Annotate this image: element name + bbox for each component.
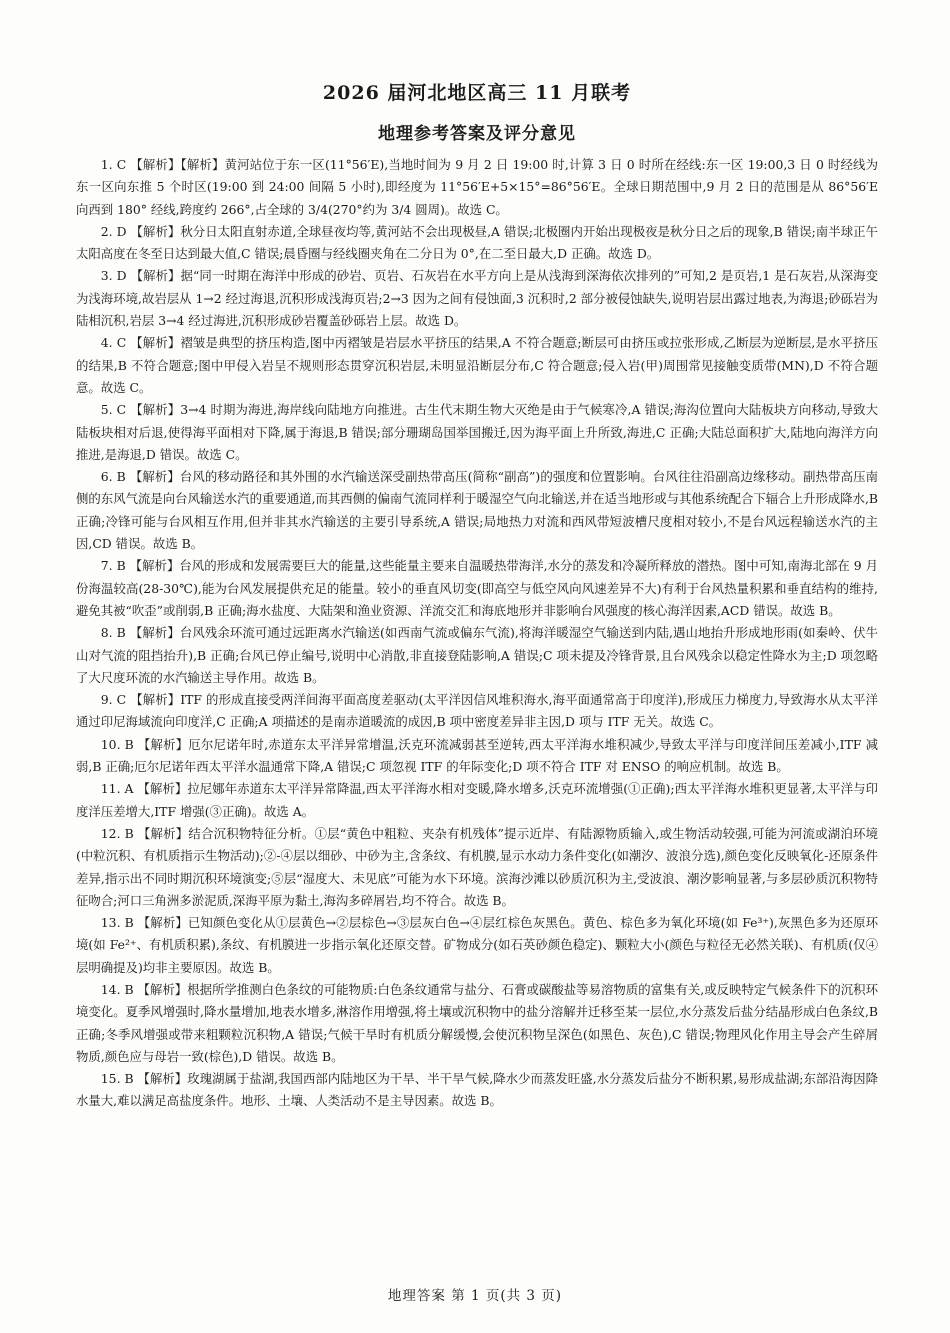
answer-item-13: 13. B 【解析】已知颜色变化从①层黄色→②层棕色→③层灰白色→④层红棕色灰黑色。黄色、棕色多为氧化环境(如 Fe³⁺),灰黑色多为还原环境(如 Fe²⁺、有机质积累),条纹、有机膜进一步指示氧化还原交替。矿物成分(如石英砂颜色稳定)、颗粒大小(颜色与粒径无必然关联)、有机质(仅④层明确提及)均非主要原因。故选 B。 xyxy=(76,915,878,975)
answer-item-2: 2. D 【解析】秋分日太阳直射赤道,全球昼夜均等,黄河站不会出现极昼,A 错误;北极圈内开始出现极夜是秋分日之后的现象,B 错误;南半球正午太阳高度在冬至日达到最大值,C 错误;晨昏圈与经线圈夹角在二分日为 0°,在二至日最大,D 正确。故选 D。 xyxy=(76,223,878,262)
answer-item-15: 15. B 【解析】玫瑰湖属于盐湖,我国西部内陆地区为干旱、半干旱气候,降水少而蒸发旺盛,水分蒸发后盐分不断积累,易形成盐湖;东部沿海因降水量大,难以满足高盐度条件。地形、土壤、人类活动不是主导因素。故选 B。 xyxy=(76,1071,878,1109)
answer-item-7: 7. B 【解析】台风的形成和发展需要巨大的能量,这些能量主要来自温暖热带海洋,水分的蒸发和冷凝所释放的潜热。图中可知,南海北部在 9 月份海温较高(28-30℃),能为台风发展提供充足的能量。较小的垂直风切变(即高空与低空风向风速差异不大)有利于台风热量积累和垂直结构的维持,避免其被“吹歪”或削弱,B 正确;海水盐度、大陆架和渔业资源、洋流交汇和海底地形并非影响台风强度的核心海洋因素,ACD 错误。故选 B。 xyxy=(76,558,878,618)
answer-list xyxy=(76,154,878,1113)
answer-item-6: 6. B 【解析】台风的移动路径和其外围的水汽输送深受副热带高压(简称“副高”)的强度和位置影响。台风往往沿副高边缘移动。副热带高压南侧的东风气流是向台风输送水汽的重要通道,而其西侧的偏南气流同样利于暖湿空气向北输送,并在适当地形或与其他系统配合下辐合上升形成降水,B 正确;冷锋可能与台风相互作用,但并非其水汽输送的主要引导系统,A 错误;局地热力对流和西风带短波槽尺度相对较小,不是台风远程输送水汽的主因,CD 错误。故选 B。 xyxy=(76,469,878,552)
answer-item-4: 4. C 【解析】褶皱是典型的挤压构造,图中丙褶皱是岩层水平挤压的结果,A 不符合题意;断层可由挤压或拉张形成,乙断层为逆断层,是水平挤压的结果,B 不符合题意;图中甲侵入岩呈不规则形态贯穿沉积岩层,未明显沿断层分布,C 符合题意;侵入岩(甲)周围常见接触变质带(MN),D 不符合题意。故选 C。 xyxy=(76,335,878,395)
page-title: 2026 届河北地区高三 11 月联考 xyxy=(322,82,632,104)
answer-item-3: 3. D 【解析】据“同一时期在海洋中形成的砂岩、页岩、石灰岩在水平方向上是从浅海到深海依次排列的”可知,2 是页岩,1 是石灰岩,从深海变为浅海环境,故岩层从 1→2 经过海退,沉积形成浅海页岩;2→3 因为之间有侵蚀面,3 沉积时,2 部分被侵蚀缺失,说明岩层出露过地表,为海退;砂砾岩为陆相沉积,岩层 3→4 经过海进,沉积形成砂岩覆盖砂砾岩上层。故选 D。 xyxy=(76,268,878,329)
answer-item-14: 14. B 【解析】根据所学推测白色条纹的可能物质:白色条纹通常与盐分、石膏或碳酸盐等易溶物质的富集有关,或反映特定气候条件下的沉积环境变化。夏季风增强时,降水量增加,地表水增多,淋溶作用增强,将土壤或沉积物中的盐分溶解并迁移至某一层位,水分蒸发后盐分结晶形成白色条纹,B 正确;冬季风增强或带来粗颗粒沉积物,A 错误;气候干旱时有机质分解缓慢,会使沉积物呈深色(如黑色、灰色),C 错误;物理风化作用主导会产生碎屑物质,颜色应与母岩一致(棕色),D 错误。故选 B。 xyxy=(76,981,878,1064)
answer-item-1: 1. C 【解析】【解析】黄河站位于东一区(11°56′E),当地时间为 9 月 2 日 19:00 时,计算 3 日 0 时所在经线:东一区 19:00,3 日 0 时经线为东一区向东推 5 个时区(19:00 到 24:00 间隔 5 小时),即经度为 11°56′E+5×15°=86°56′E。全球日期范围中,9 月 2 日的范围是从 86°56′E 向西到 180° 经线,跨度约 266°,占全球的 3/4(270°约为 3/4 圆周)。故选 C。 xyxy=(76,157,878,217)
answer-item-11: 11. A 【解析】拉尼娜年赤道东太平洋异常降温,西太平洋海水相对变暖,降水增多,沃克环流增强(①正确);西太平洋海水堆积更显著,太平洋与印度洋压差增大,ITF 增强(③正确)。故选 A。 xyxy=(76,781,878,819)
answer-item-10: 10. B 【解析】厄尔尼诺年时,赤道东太平洋异常增温,沃克环流减弱甚至逆转,西太平洋海水堆积减少,导致太平洋与印度洋间压差减小,ITF 减弱,B 正确;厄尔尼诺年西太平洋水温通常下降,A 错误;C 项忽视 ITF 的年际变化;D 项不符合 ITF 对 ENSO 的响应机制。故选 B。 xyxy=(76,736,878,775)
page-footer: 地理答案 第 1 页(共 3 页) xyxy=(387,1288,563,1304)
answer-item-5: 5. C 【解析】3→4 时期为海进,海岸线向陆地方向推进。古生代末期生物大灭绝是由于气候寒冷,A 错误;海沟位置向大陆板块方向移动,导致大陆板块相对后退,使得海平面相对下降,属于海退,B 错误;部分珊瑚岛国举国搬迁,因为海平面上升所致,海进,C 正确;大陆总面积扩大,陆地向海洋方向推进,是海退,D 错误。故选 C。 xyxy=(76,402,878,462)
answer-item-12: 12. B 【解析】结合沉积物特征分析。①层“黄色中粗粒、夹杂有机残体”提示近岸、有陆源物质输入,或生物活动较强,可能为河流或湖泊环境(中粒沉积、有机质指示生物活动);②-④层以细砂、中砂为主,含条纹、有机膜,显示水动力条件变化(如潮汐、波浪分选),颜色变化反映氧化-还原条件差异,指示出不同时期沉积环境演变;⑤层“湿度大、未见底”可能为水下环境。滨海沙滩以砂质沉积为主,受波浪、潮汐影响显著,与多层砂质沉积物特征吻合;河口三角洲多淤泥质,深海平原为黏土,海沟多碎屑岩,均不符合。故选 B。 xyxy=(76,825,878,908)
answer-item-8: 8. B 【解析】台风残余环流可通过远距离水汽输送(如西南气流或偏东气流),将海洋暖湿空气输送到内陆,遇山地抬升形成地形雨(如秦岭、伏牛山对气流的阻挡抬升),B 正确;台风已停止编号,说明中心消散,非直接登陆影响,A 错误;C 项未提及冷锋背景,且台风残余以稳定性降水为主;D 项忽略了大尺度环流的水汽输送主导作用。故选 B。 xyxy=(76,625,878,685)
page-subtitle: 地理参考答案及评分意见 xyxy=(378,124,576,144)
answer-item-9: 9. C 【解析】ITF 的形成直接受两洋间海平面高度差驱动(太平洋因信风堆积海水,海平面通常高于印度洋),形成压力梯度力,导致海水从太平洋通过印尼海域流向印度洋,C 正确;A 项描述的是南赤道暖流的成因,B 项中密度差异非主因,D 项与 ITF 无关。故选 C。 xyxy=(76,692,878,730)
